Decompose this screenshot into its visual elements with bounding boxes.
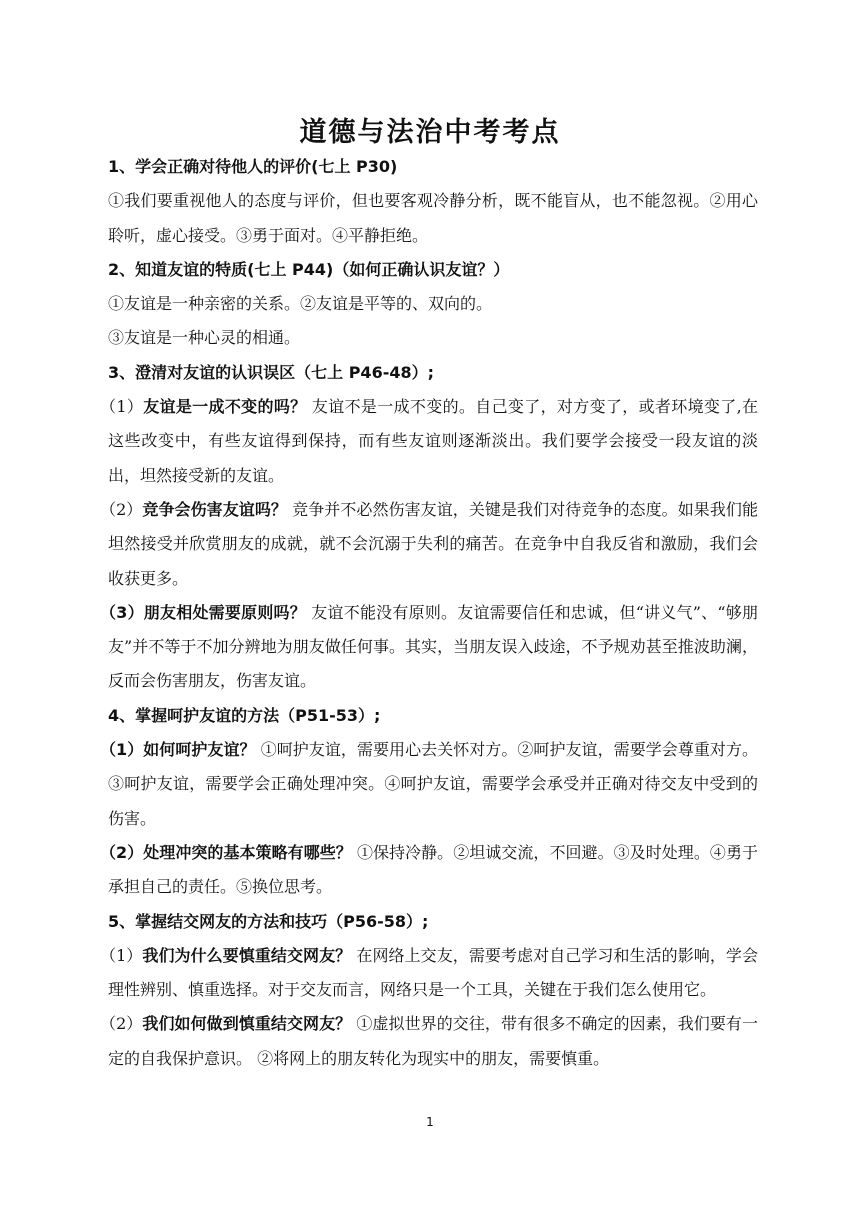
paragraph: ①友谊是一种亲密的关系。②友谊是平等的、双向的。	[108, 294, 493, 314]
item-question: 处理冲突的基本策略有哪些？	[143, 842, 352, 862]
item-question: 朋友相处需要原则吗？	[143, 602, 306, 622]
item-prefix: （2）	[100, 499, 143, 519]
item-question: 我们为什么要慎重结交网友？	[142, 945, 352, 965]
page-number: 1	[426, 1115, 434, 1129]
qa-item	[100, 836, 758, 905]
item-question: 友谊是一成不变的吗？	[143, 397, 307, 417]
item-answer: 友谊不能没有原则。友谊需要信任和忠诚，但“讲义气”、“够朋友”并不等于不加分辨地为朋友做任何事。其实，当朋友误入歧途，不予规劝甚至推波助澜，反而会伤害朋友，伤害友谊。	[108, 602, 758, 691]
item-prefix: （2）	[100, 842, 144, 862]
qa-item	[100, 390, 758, 493]
item-answer: 友谊不是一成不变的。自己变了，对方变了，或者环境变了,在这些改变中，有些友谊得到保持，而有些友谊则逐渐淡出。我们要学会接受一段友谊的淡出，坦然接受新的友谊。	[108, 397, 758, 485]
paragraph: ①我们要重视他人的态度与评价，但也要客观冷静分析，既不能盲从，也不能忽视。②用心聆听，虚心接受。③勇于面对。④平静拒绝。	[108, 191, 758, 245]
item-answer: ①保持冷静。②坦诚交流，不回避。③及时处理。④勇于承担自己的责任。⑤换位思考。	[108, 842, 758, 897]
item-prefix: （2）	[100, 1014, 143, 1034]
section-heading: 5、掌握结交网友的方法和技巧（P56-58）;	[108, 911, 429, 931]
item-prefix: （1）	[100, 740, 144, 760]
item-answer: 在网络上交友，需要考虑对自己学习和生活的影响，学会理性辨别、慎重选择。对于交友而言，网络只是一个工具，关键在于我们怎么使用它。	[108, 945, 758, 1000]
section-heading: 4、掌握呵护友谊的方法（P51-53）;	[108, 705, 381, 725]
item-prefix: （1）	[100, 945, 143, 965]
qa-item	[100, 939, 758, 1008]
section-heading: 2、知道友谊的特质(七上 P44)（如何正确认识友谊？）	[108, 259, 510, 279]
section-heading: 3、澄清对友谊的认识误区（七上 P46-48）;	[108, 362, 435, 382]
item-prefix: （1）	[100, 397, 144, 417]
section-heading: 1、学会正确对待他人的评价(七上 P30)	[108, 157, 398, 176]
page-title: 道德与法治中考考点	[299, 117, 561, 148]
paragraph: ③友谊是一种心灵的相通。	[108, 328, 301, 348]
qa-item	[100, 596, 758, 699]
item-question: 我们如何做到慎重结交网友？	[142, 1014, 352, 1034]
item-question: 竞争会伤害友谊吗？	[142, 499, 287, 519]
item-question: 如何呵护友谊？	[143, 740, 256, 760]
qa-item	[100, 1007, 758, 1076]
item-answer: ①虚拟世界的交往，带有很多不确定的因素，我们要有一定的自我保护意识。 ②将网上的朋友转化为现实中的朋友，需要慎重。	[108, 1014, 758, 1068]
document-body	[100, 150, 758, 1076]
qa-item	[100, 733, 758, 836]
qa-item	[100, 493, 758, 596]
item-answer: 竞争并不必然伤害友谊，关键是我们对待竞争的态度。如果我们能坦然接受并欣赏朋友的成就，就不会沉溺于失利的痛苦。在竞争中自我反省和激励，我们会收获更多。	[108, 499, 758, 588]
item-prefix: （3）	[100, 602, 144, 622]
item-answer: ①呵护友谊，需要用心去关怀对方。②呵护友谊，需要学会尊重对方。③呵护友谊，需要学会正确处理冲突。④呵护友谊，需要学会承受并正确对待交友中受到的伤害。	[108, 740, 758, 828]
